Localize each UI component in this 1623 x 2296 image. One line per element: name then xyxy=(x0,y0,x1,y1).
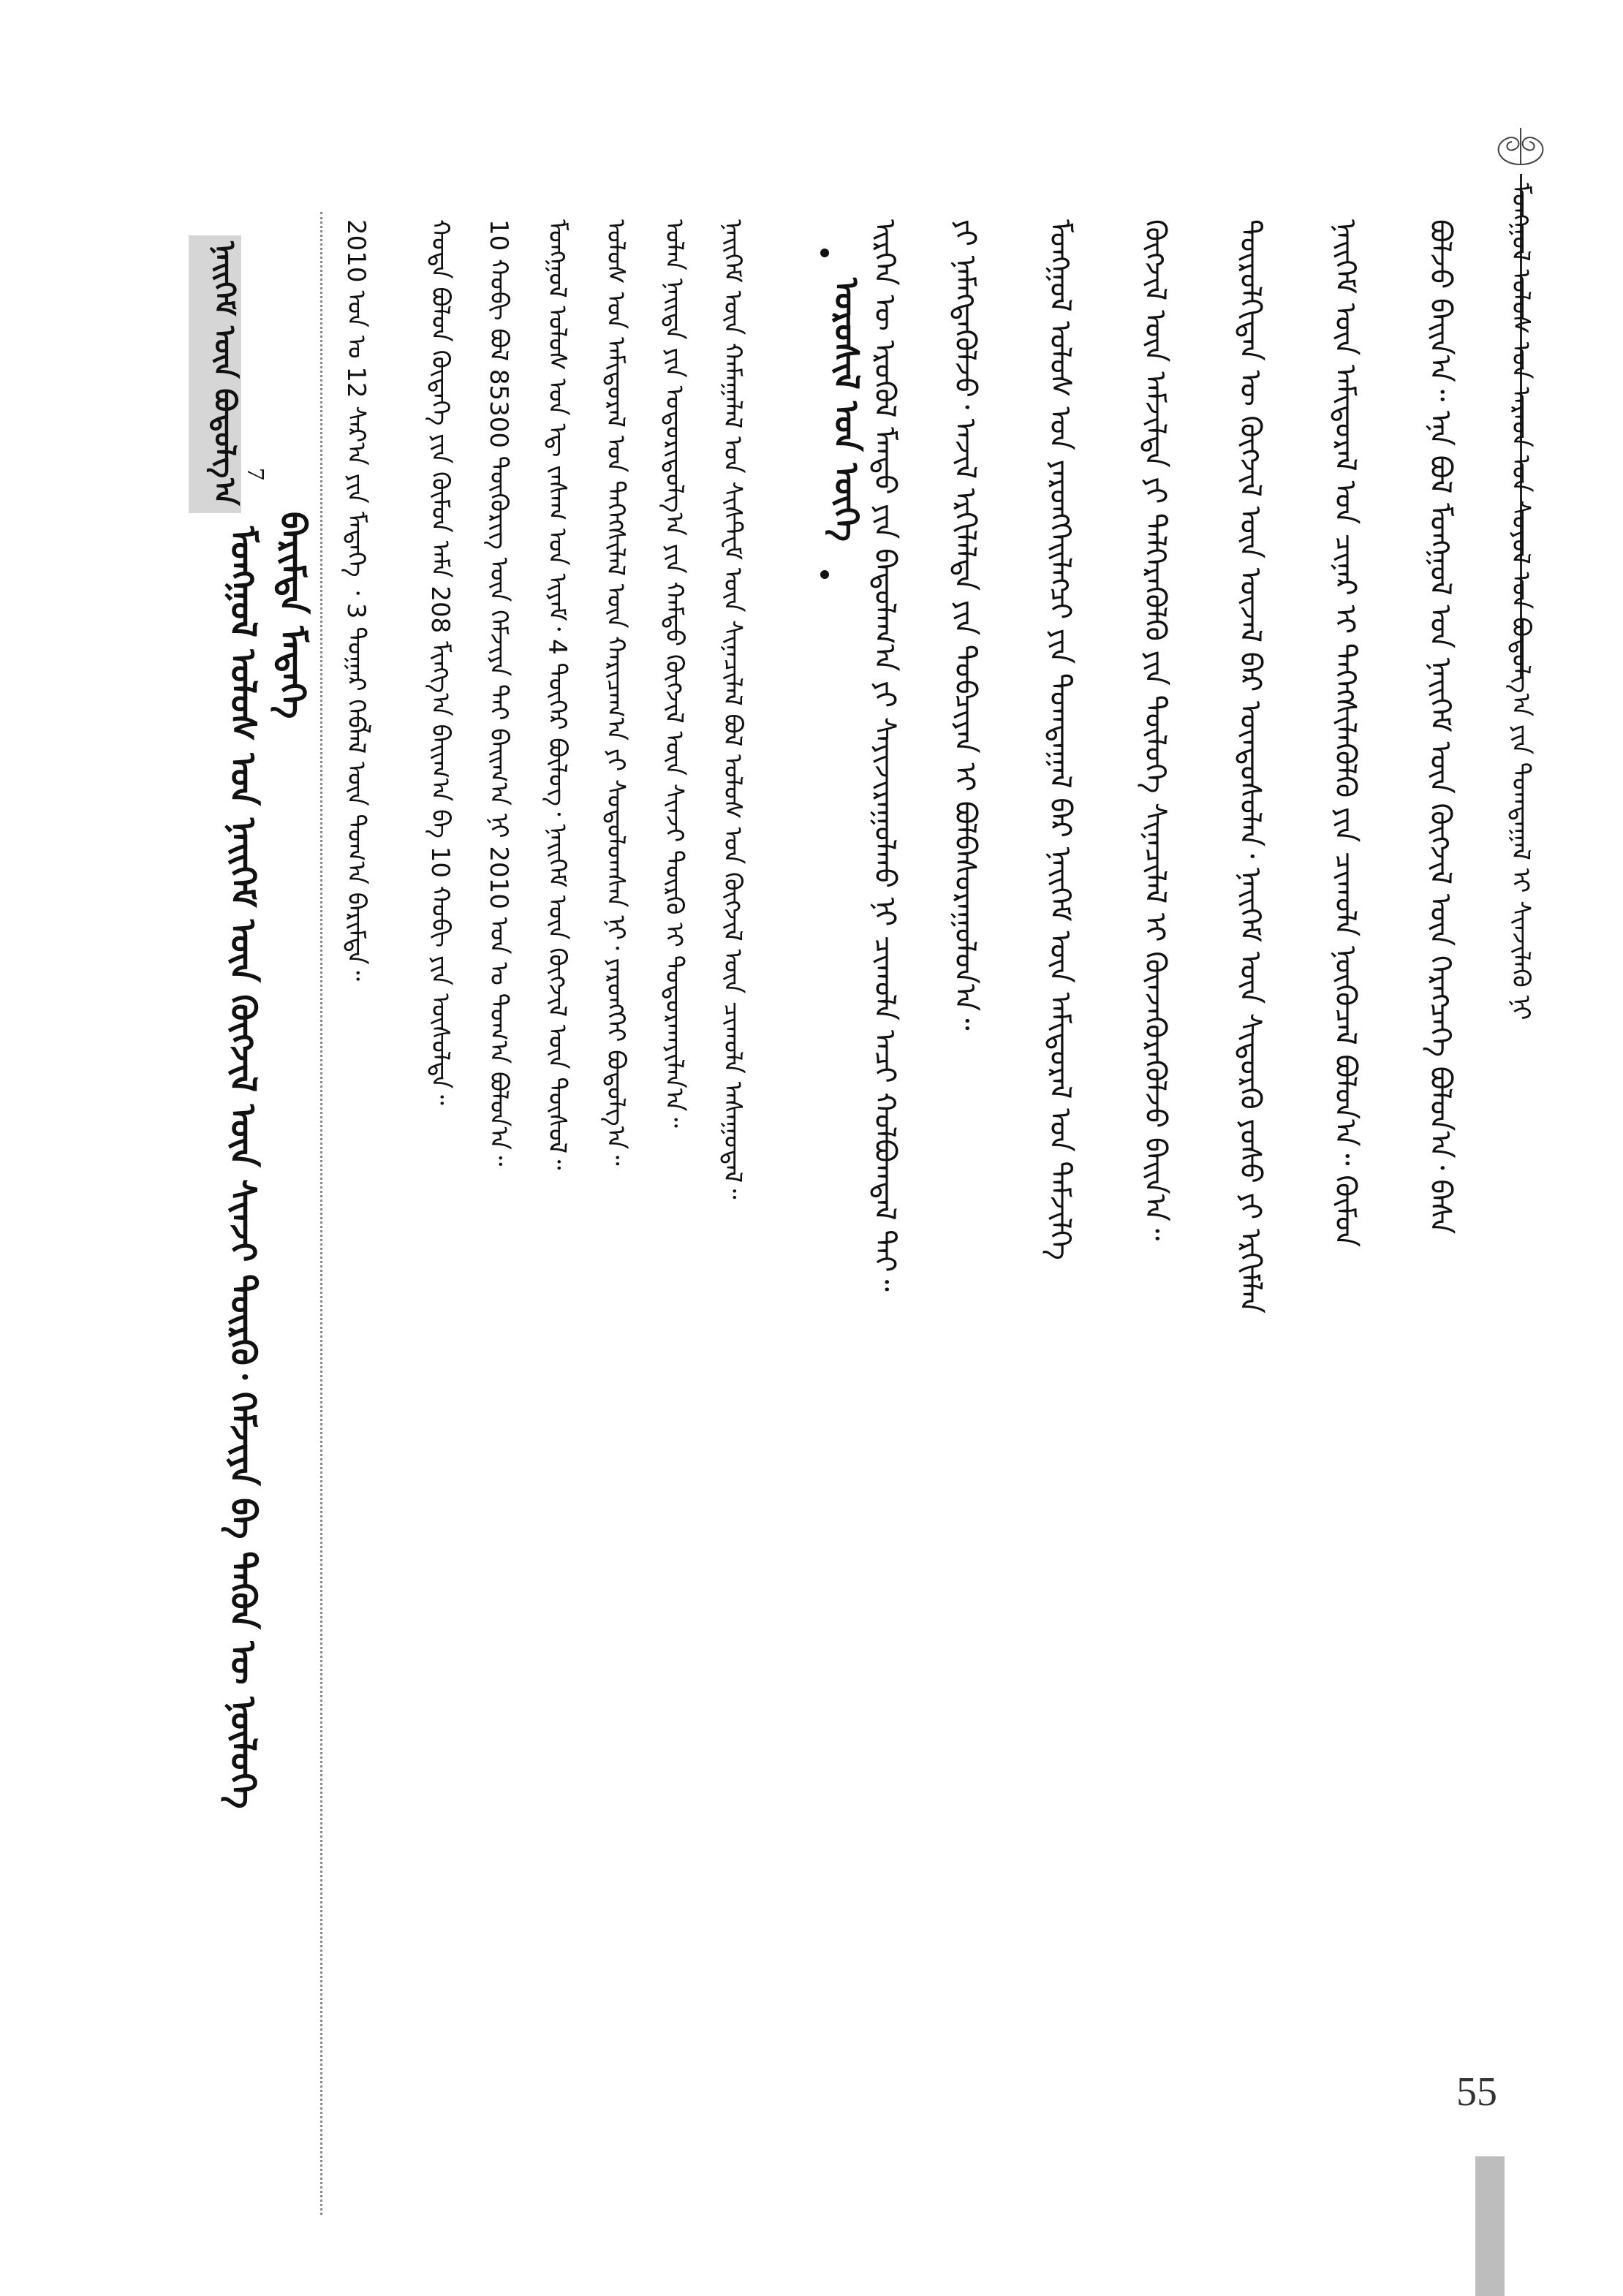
paragraph-line: ᠮᠣᠩᠭᠣᠯ ᠤᠯᠤᠰ ᠤᠨ ᠶᠡᠷᠦᠩᠬᠡᠢᠯᠡᠭᠴᠢ ᠶᠢᠨ ᠲᠣᠭᠲᠠᠭᠠᠯ ᠪᠠᠷ ᠨᠡᠢᠭᠡᠮ ᠦᠨ ᠠᠮᠢᠳᠤᠷᠠᠯ ᠤᠨ ᠳᠡᠮᠵᠢᠯᠭᠡ xyxy=(1043,219,1077,1260)
footnote-line: ᠨᠡᠢᠭᠡᠮ ᠦᠨ ᠬᠠᠮᠠᠭᠠᠯᠠᠯ ᠤᠨ ᠰᠢᠰᠲ᠋ᠧᠮ ᠦᠨ ᠰᠢᠨᠡᠴᠢᠯᠡᠯ ᠪᠣᠯ ᠤᠯᠤᠰ ᠤᠨ ᠬᠥᠭᠵᠢᠯ ᠦᠨ ᠴᠢᠬᠤᠯᠠ ᠠᠰᠠᠭᠤᠳᠠᠯ᠃ xyxy=(718,219,747,1200)
paragraph-line: ᠨᠡᠢᠭᠡᠮ ᠦᠨ ᠠᠮᠢᠳᠤᠷᠠᠯ ᠤᠨ ᠴᠢᠨᠠᠷ ᠢ ᠳᠡᠭᠡᠭᠰᠢᠯᠡᠭᠦᠯᠬᠦ ᠶᠢᠨ ᠴᠢᠬᠤᠯᠠ ᠨᠥᠬᠦᠴᠡᠯ ᠪᠣᠯᠤᠨ᠎ᠠ᠃ ᠬᠦᠮᠦᠨ xyxy=(1328,219,1362,1247)
footnote-line: ᠣᠯᠠᠨ ᠨᠡᠢᠲᠡ ᠶᠢᠨ ᠤᠳᠤᠷᠢᠳᠤᠯᠭ᠎ᠠ ᠶᠢᠨ ᠬᠠᠮᠲᠤ ᠬᠥᠭᠵᠢᠯ ᠦᠨ ᠰᠢᠨᠵᠢ ᠲᠥᠷᠬᠦ ᠢ ᠲᠣᠳᠣᠷᠬᠠᠶᠢᠯᠠᠨ᠎ᠠ᠃ xyxy=(659,219,689,1128)
section-title: ᠣᠷᠣᠰᠢᠯ ᠤᠨ ᠦᠭᠡ xyxy=(827,278,866,542)
footnote-line: 2010 ᠣᠨ ᠤ 12 ᠰᠠᠷ᠎ᠠ ᠶᠢᠨ ᠮᠡᠳᠡᠭᠡ ᠂ 3 ᠳᠤᠭᠠᠷ ᠬᠡᠪᠯᠡᠯ ᠦᠨ ᠲᠣᠭ᠎ᠠ ᠪᠠᠷᠢᠮᠲᠠ᠃ xyxy=(341,219,371,981)
bullet-icon xyxy=(820,249,829,257)
paragraph-line: ᠢᠷᠭᠡᠨ ᠦ ᠡᠷᠦᠬᠦᠯ ᠮᠡᠨᠳᠦ ᠶᠢᠨ ᠪᠠᠲᠤᠯᠠᠭ᠎ᠠ ᠶᠢ ᠰᠠᠶᠢᠵᠢᠷᠠᠭᠤᠯᠬᠤ ᠨᠢ ᠴᠢᠬᠤᠯᠠ ᠠᠴᠢ ᠬᠣᠯᠪᠣᠭᠳᠠᠯ ᠲᠠᠢ᠃ xyxy=(868,219,901,1292)
footnote-line: ᠤᠯᠤᠰ ᠤᠨ ᠠᠮᠢᠳᠤᠷᠠᠯ ᠤᠨ ᠳᠡᠭᠡᠭᠰᠢᠯᠡᠯ ᠦᠨ ᠬᠠᠷᠢᠴᠠᠭ᠎ᠠ ᠶᠢ ᠰᠤᠳᠤᠯᠤᠭᠰᠠᠨ ᠨᠢ᠂ ᠶᠡᠷᠦᠩᠬᠡᠢ ᠪᠣᠳᠣᠯᠭ᠎ᠠ᠃ xyxy=(601,219,630,1166)
footnote-line: ᠮᠣᠩᠭᠣᠯ ᠤᠯᠤᠰ ᠤᠨ ᠡᠳ᠋ ᠵᠠᠰᠠᠭ ᠤᠨ ᠢᠶᠠᠮ᠂ 4 ᠳᠦᠭᠡᠷ ᠪᠦᠯᠦᠭ᠂ ᠨᠡᠢᠭᠡᠮ ᠦᠨ ᠬᠥᠭᠵᠢᠯ ᠦᠨ ᠲᠥᠰᠥᠯ᠃ xyxy=(542,219,572,1170)
chapter-subtitle: ᠪᠠᠷᠢᠮᠲᠠ ᠮᠡᠳᠡᠭᠡ xyxy=(272,512,313,719)
ornament-icon xyxy=(1484,124,1557,168)
bullet-icon xyxy=(820,570,829,579)
footnote-line: ᠬᠣᠲᠠ ᠪᠣᠯᠤᠨ ᠬᠥᠳᠡᠭᠡ ᠶᠢᠨ ᠬᠦᠮᠦᠨ ᠠᠮᠠ 208 ᠮᠢᠩᠭ᠎ᠠ ᠪᠠᠢᠭ᠎ᠠ ᠪᠠ 10 ᠬᠤᠪᠢ ᠶᠢᠨ ᠥᠰᠥᠯᠲᠡ᠃ xyxy=(425,219,455,1105)
paragraph-line: ᠶᠢ ᠨᠡᠮᠡᠭᠳᠡᠭᠦᠯᠵᠦ᠂ ᠠᠵᠢᠯ ᠡᠷᠬᠢᠯᠡᠯᠲᠡ ᠶᠢᠨ ᠲᠣᠪᠴᠢᠶᠠᠨ ᠢ ᠪᠣᠯᠪᠠᠰᠤᠷᠠᠭᠤᠯᠤᠨ᠎ᠠ᠃ xyxy=(948,219,982,1031)
paragraph-line: ᠲᠥᠷᠥᠯᠬᠢᠲᠡᠨ ᠦ ᠬᠥᠭᠵᠢᠯ ᠦᠨ ᠦᠵᠡᠯ ᠪᠠᠷ ᠦᠨᠳᠦᠰᠦᠯᠡᠨ᠂ ᠨᠡᠢᠭᠡᠮ ᠦᠨ ᠰᠢᠳᠦᠷᠭᠦ ᠶᠣᠰᠤ ᠶᠢ ᠡᠷᠬᠢᠮᠯᠡᠨ xyxy=(1233,219,1267,1314)
paragraph-line: ᠪᠣᠯᠵᠤ ᠪᠠᠢᠨ᠎ᠠ᠃ ᠡᠨᠡ ᠪᠣᠯ ᠮᠣᠩᠭᠣᠯ ᠤᠨ ᠨᠡᠢᠭᠡᠮ ᠦᠨ ᠬᠥᠭᠵᠢᠯ ᠦᠨ ᠬᠡᠷᠡᠭᠴᠡᠭᠡ ᠪᠣᠯᠤᠨ᠎ᠠ᠂ ᠪᠠᠰᠠ xyxy=(1423,219,1457,1235)
chapter-label: ᠨᠡᠢᠭᠡᠮ ᠦᠨ ᠪᠣᠳᠣᠯᠭ᠎ᠠ xyxy=(208,241,241,506)
paragraph-line: ᠬᠥᠭᠵᠢᠯ ᠦᠨ ᠠᠮᠵᠢᠯᠲᠠ ᠶᠢ ᠳᠡᠯᠭᠡᠷᠡᠭᠦᠯᠬᠦ ᠶᠢᠨ ᠲᠥᠯᠥᠭᠡ ᠰᠢᠨᠡᠴᠢᠯᠡᠯ ᠢ ᠭᠦᠨᠵᠡᠭᠦᠷᠡᠭᠦᠯᠵᠦ ᠪᠠᠢᠨ᠎ᠠ᠃ xyxy=(1138,219,1172,1241)
footnote-line: 10 ᠬᠤᠪᠢ ᠪᠣᠯ 85300 ᠲᠥᠭᠦᠷᠢᠭ ᠦᠨ ᠬᠡᠮᠵᠢᠶᠡ ᠲᠠᠢ ᠪᠠᠢᠭ᠎ᠠ ᠨᠢ 2010 ᠣᠨ ᠤ ᠲᠣᠭ᠎ᠠ ᠪᠣᠯᠤᠨ᠎ᠠ᠃ xyxy=(484,219,513,1167)
page-number: 55 xyxy=(1456,2069,1497,2115)
chapter-number: 7 xyxy=(242,468,269,480)
running-header: ᠮᠣᠩᠭᠣᠯ ᠤᠯᠤᠰ ᠤᠨ ᠠᠷᠠᠳ ᠤᠨ ᠰᠣᠶᠤᠯ ᠤᠨ ᠪᠣᠳᠤᠯᠭ᠎ᠠ ᠶᠢᠨ ᠲᠣᠭᠲᠠᠭᠠᠯ ᠢ ᠰᠢᠨᠵᠢᠯᠡᠬᠦ ᠨᠢ xyxy=(1506,183,1535,1020)
chapter-title: ᠮᠣᠩᠭᠣᠯ ᠤᠯᠤᠰ ᠤᠨ ᠨᠡᠢᠭᠡᠮ ᠦᠨ ᠬᠥᠭᠵᠢᠯ ᠦᠨ ᠰᠢᠨᠵᠢ ᠲᠥᠷᠬᠦ᠂ ᠬᠡᠮᠵᠢᠶᠡ ᠪᠠ ᠲᠡᠭᠦᠨ ᠦ ᠨᠥᠯᠥᠭᠡ xyxy=(222,526,263,1809)
side-tab xyxy=(1475,2156,1505,2296)
